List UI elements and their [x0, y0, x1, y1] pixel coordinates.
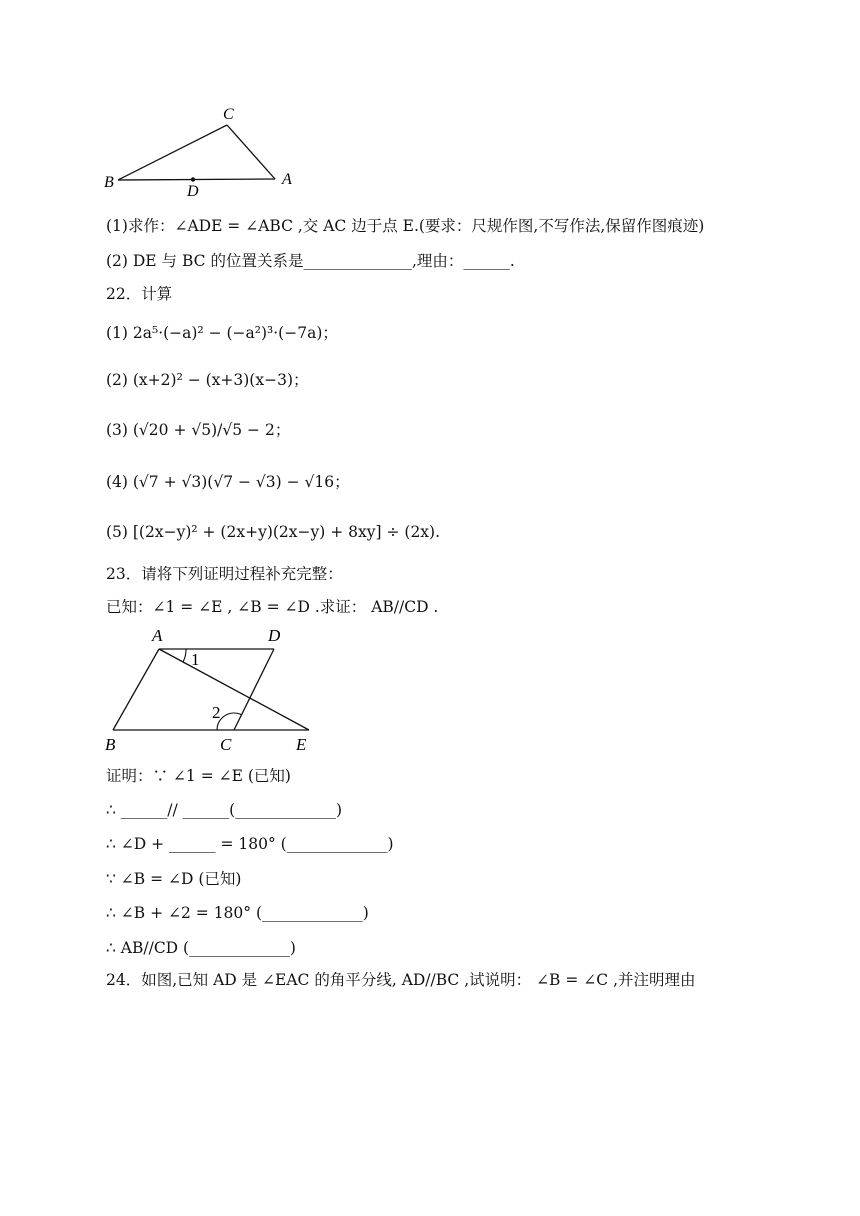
label-C: C — [223, 106, 234, 123]
proof-line-1: 证明：∵ ∠1 = ∠E (已知) — [106, 767, 291, 785]
segment-CA — [227, 125, 275, 179]
label-E2: E — [296, 735, 307, 754]
label-B: B — [104, 174, 114, 191]
q22-item-4: (4) (√7 + √3)(√7 − √3) − √16； — [106, 473, 350, 491]
segment-AE — [159, 649, 309, 730]
label-2: 2 — [212, 703, 221, 722]
proof-line-4: ∵ ∠B = ∠D (已知) — [106, 870, 242, 888]
segment-BC — [118, 125, 227, 180]
q21-part1: (1)求作：∠ADE = ∠ABC ,交 AC 边于点 E.(要求：尺规作图,不写作法,保留作图痕迹) — [106, 217, 705, 235]
label-1: 1 — [191, 650, 200, 669]
label-D2: D — [268, 626, 281, 645]
q23-given: 已知：∠1 = ∠E , ∠B = ∠D .求证： AB//CD . — [106, 598, 439, 616]
parallelogram-figure — [100, 624, 330, 758]
label-D: D — [187, 183, 199, 200]
q22-title: 22．计算 — [106, 285, 173, 303]
q23-title: 23．请将下列证明过程补充完整： — [106, 565, 343, 583]
proof-line-6: ∴ AB//CD (_____________) — [106, 939, 296, 957]
triangle-figure — [96, 98, 306, 200]
label-A: A — [282, 171, 292, 188]
q22-item-1: (1) 2a⁵·(−a)² − (−a²)³·(−7a)； — [106, 324, 338, 342]
point-D — [191, 177, 195, 181]
label-A2: A — [152, 626, 163, 645]
q24-text: 24．如图,已知 AD 是 ∠EAC 的角平分线, AD//BC ,试说明： ∠B = ∠C ,并注明理由 — [106, 971, 696, 989]
angle-1-arc — [183, 649, 186, 662]
q22-item-3: (3) (√20 + √5)/√5 − 2； — [106, 421, 291, 439]
proof-line-3: ∴ ∠D + ______ = 180° (_____________) — [106, 835, 394, 853]
proof-line-2: ∴ ______// ______(_____________) — [106, 801, 343, 819]
q22-item-5: (5) [(2x−y)² + (2x+y)(2x−y) + 8xy] ÷ (2x). — [106, 523, 441, 541]
q22-item-2: (2) (x+2)² − (x+3)(x−3)； — [106, 371, 309, 389]
label-C2: C — [220, 735, 232, 754]
proof-line-5: ∴ ∠B + ∠2 = 180° (_____________) — [106, 904, 369, 922]
label-B2: B — [105, 735, 116, 754]
segment-AB — [113, 649, 159, 730]
segment-BA — [118, 179, 275, 180]
q21-part2: (2) DE 与 BC 的位置关系是______________,理由：______. — [106, 252, 515, 270]
segment-DC — [234, 649, 274, 730]
